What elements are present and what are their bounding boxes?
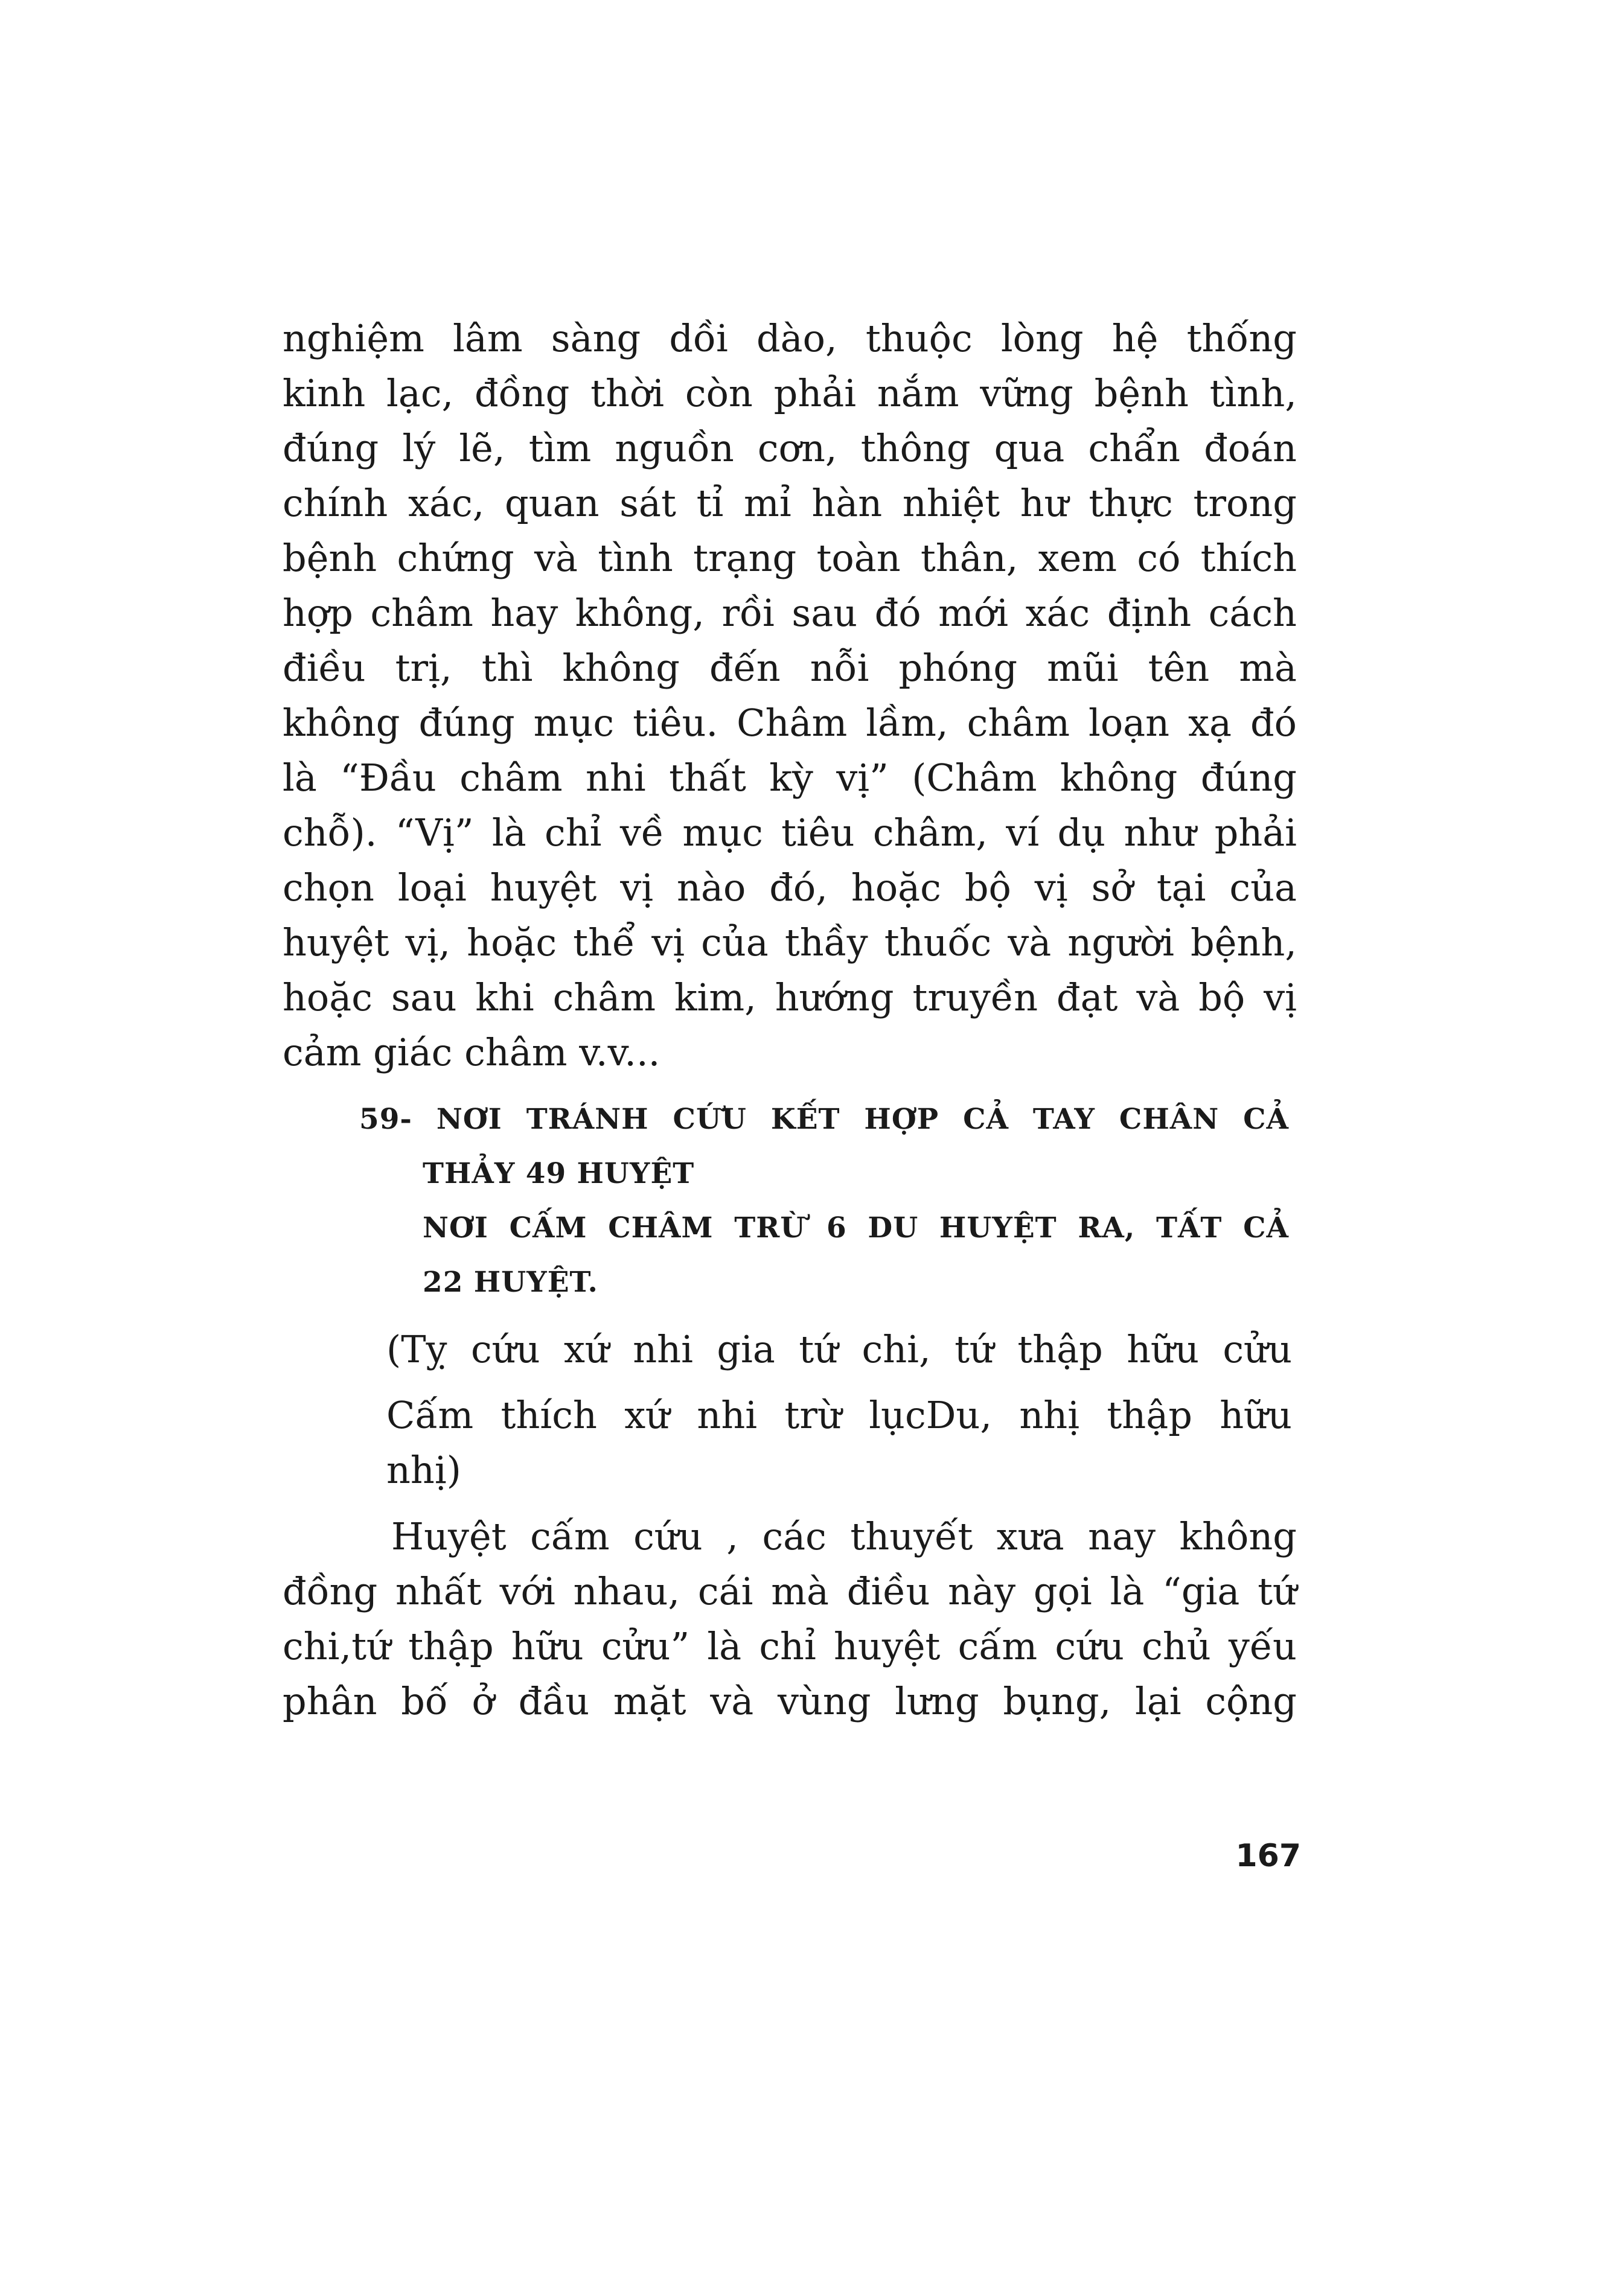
quote-block bbox=[386, 1322, 1292, 1497]
heading-line: 59- NƠI TRÁNH CỨU KẾT HỢP CẢ TAY CHÂN CẢ bbox=[359, 1103, 1289, 1136]
text-line: điều trị, thì không đến nỗi phóng mũi tên mà bbox=[283, 646, 1297, 690]
heading-line: THẢY 49 HUYỆT bbox=[423, 1157, 695, 1190]
text-line: hợp châm hay không, rồi sau đó mới xác định cách bbox=[283, 591, 1297, 635]
text-line: chỗ). “Vị” là chỉ về mục tiêu châm, ví dụ như phải bbox=[283, 811, 1297, 855]
quote-line: (Tỵ cứu xứ nhi gia tứ chi, tứ thập hữu cửu bbox=[386, 1327, 1292, 1371]
text-line: chi,tứ thập hữu cửu” là chỉ huyệt cấm cứu chủ yếu bbox=[283, 1624, 1297, 1668]
text-line: phân bố ở đầu mặt và vùng lưng bụng, lại cộng bbox=[283, 1679, 1297, 1723]
heading-line: 22 HUYỆT. bbox=[423, 1266, 598, 1299]
text-line: chọn loại huyệt vị nào đó, hoặc bộ vị sở tại của bbox=[283, 866, 1297, 910]
text-line: huyệt vị, hoặc thể vị của thầy thuốc và người bệnh, bbox=[283, 920, 1297, 965]
quote-line: nhị) bbox=[386, 1448, 461, 1492]
quote-line: Cấm thích xứ nhi trừ lụcDu, nhị thập hữu bbox=[386, 1393, 1292, 1437]
text-line: nghiệm lâm sàng dồi dào, thuộc lòng hệ thống bbox=[283, 316, 1297, 360]
text-line: cảm giác châm v.v... bbox=[283, 1030, 660, 1074]
page-number: 167 bbox=[1235, 1838, 1301, 1874]
paragraph-continuation bbox=[283, 311, 1297, 1080]
text-line: hoặc sau khi châm kim, hướng truyền đạt và bộ vị bbox=[283, 975, 1297, 1019]
text-line: kinh lạc, đồng thời còn phải nắm vững bệnh tình, bbox=[283, 371, 1297, 415]
text-line: đồng nhất với nhau, cái mà điều này gọi là “gia tứ bbox=[283, 1569, 1297, 1613]
text-line: Huyệt cấm cứu , các thuyết xưa nay không bbox=[391, 1514, 1297, 1558]
text-line: đúng lý lẽ, tìm nguồn cơn, thông qua chẩn đoán bbox=[283, 426, 1297, 470]
text-line: chính xác, quan sát tỉ mỉ hàn nhiệt hư thực trong bbox=[283, 481, 1297, 525]
text-line: không đúng mục tiêu. Châm lầm, châm loạn xạ đó bbox=[283, 701, 1297, 745]
section-heading bbox=[359, 1092, 1289, 1310]
text-line: bệnh chứng và tình trạng toàn thân, xem có thích bbox=[283, 536, 1297, 580]
heading-line: NƠI CẤM CHÂM TRỪ 6 DU HUYỆT RA, TẤT CẢ bbox=[423, 1211, 1289, 1245]
paragraph bbox=[283, 1509, 1297, 1729]
text-line: là “Đầu châm nhi thất kỳ vị” (Châm không đúng bbox=[283, 756, 1297, 800]
